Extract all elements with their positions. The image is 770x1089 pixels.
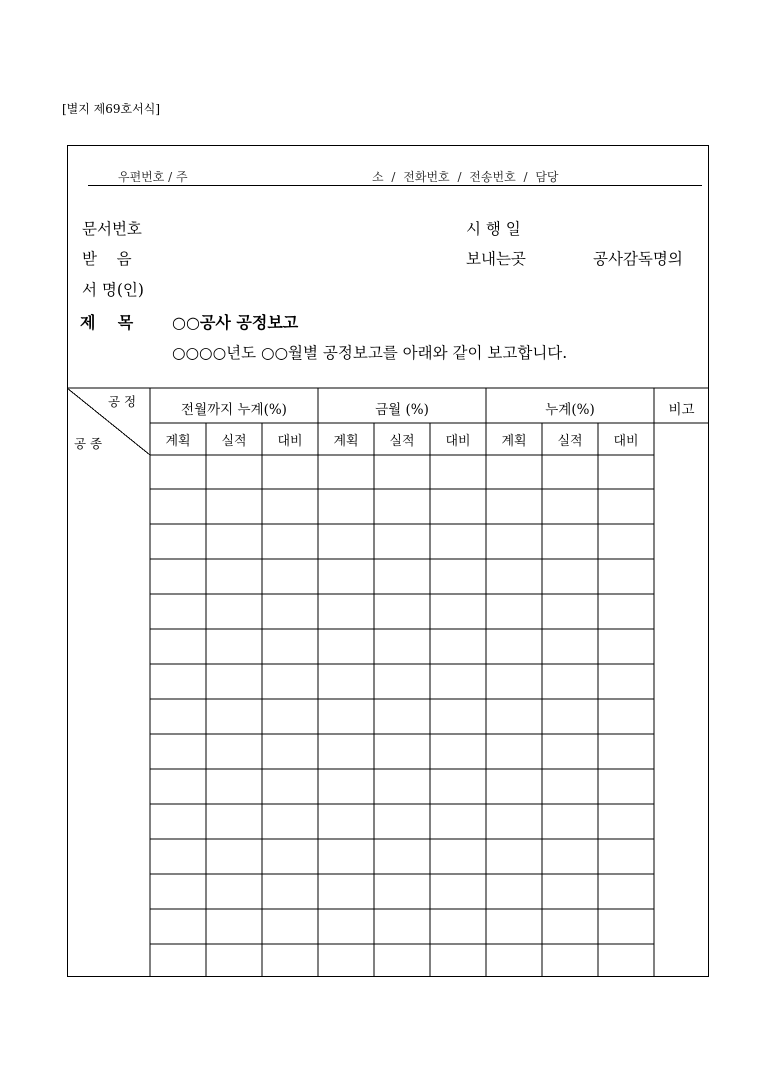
subheader-plan: 계획 [165, 434, 191, 449]
report-body-text: ○○○○년도 ○○월별 공정보고를 아래와 같이 보고합니다. [172, 344, 568, 362]
header-current-month: 금월 (%) [375, 402, 429, 418]
header-remarks: 비고 [668, 402, 695, 418]
subheader-ratio: 대비 [277, 434, 303, 449]
address-bar-left: 우편번호 / 주 [118, 170, 188, 184]
subheader-actual: 실적 [557, 434, 583, 449]
header-cumulative: 누계(%) [545, 402, 595, 418]
title-label: 제 목 [80, 313, 134, 332]
signature-label: 서 명(인) [82, 281, 144, 299]
subheader-actual: 실적 [389, 434, 415, 449]
form-number-label: [별지 제69호서식] [62, 102, 160, 116]
address-bar-right: 소 / 전화번호 / 전송번호 / 담당 [372, 170, 559, 184]
subheader-ratio: 대비 [445, 434, 471, 449]
header-previous-cumulative: 전월까지 누계(%) [181, 402, 287, 418]
corner-label-work-type: 공 종 [74, 436, 103, 451]
recipient-label: 받 음 [82, 250, 132, 268]
title-value: ○○공사 공정보고 [172, 313, 299, 332]
subheader-plan: 계획 [333, 434, 359, 449]
corner-label-process: 공 정 [108, 394, 137, 409]
subheader-actual: 실적 [221, 434, 247, 449]
sender-label: 보내는곳 [466, 250, 526, 268]
sender-value: 공사감독명의 [593, 250, 683, 268]
doc-number-label: 문서번호 [82, 220, 142, 238]
issue-date-label: 시 행 일 [466, 220, 521, 238]
subheader-plan: 계획 [501, 434, 527, 449]
subheader-ratio: 대비 [613, 434, 639, 449]
